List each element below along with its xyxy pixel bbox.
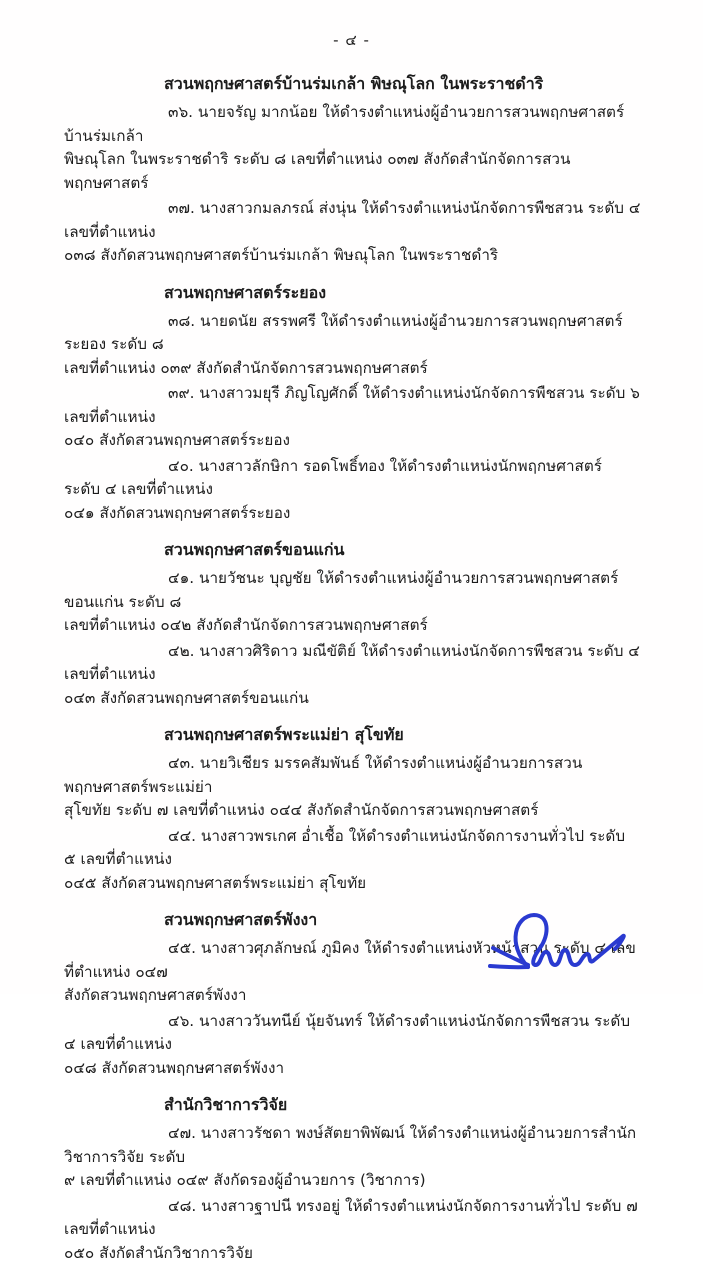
section-heading: สวนพฤกษศาสตร์พังงา <box>164 908 641 931</box>
appointment-item <box>64 197 641 268</box>
appointment-item-line: ๐๔๕ สังกัดสวนพฤกษศาสตร์พระแม่ย่า สุโขทัย <box>64 872 641 896</box>
section <box>64 72 641 268</box>
appointment-item <box>64 455 641 526</box>
appointment-item-line: ๓๘. นายดนัย สรรพศรี ให้ดำรงตำแหน่งผู้อำนวยการสวนพฤกษศาสตร์ระยอง ระดับ ๘ <box>64 310 641 357</box>
appointment-item <box>64 101 641 195</box>
document-content <box>64 72 641 1265</box>
appointment-item-line: ๔๑. นายวัชนะ บุญชัย ให้ดำรงตำแหน่งผู้อำนวยการสวนพฤกษศาสตร์ขอนแก่น ระดับ ๘ <box>64 567 641 614</box>
appointment-item-line: ๔๖. นางสาววันทนีย์ นุ้ยจันทร์ ให้ดำรงตำแหน่งนักจัดการพืชสวน ระดับ ๔ เลขที่ตำแหน่ง <box>64 1010 641 1057</box>
signature-icon <box>487 908 643 984</box>
appointment-item-line: ๔๐. นางสาวลักษิกา รอดโพธิ์ทอง ให้ดำรงตำแหน่งนักพฤกษศาสตร์ ระดับ ๔ เลขที่ตำแหน่ง <box>64 455 641 502</box>
appointment-item <box>64 825 641 896</box>
appointment-item-line: สุโขทัย ระดับ ๗ เลขที่ตำแหน่ง ๐๔๔ สังกัดสำนักจัดการสวนพฤกษศาสตร์ <box>64 799 641 823</box>
appointment-item-line: ๐๔๓ สังกัดสวนพฤกษศาสตร์ขอนแก่น <box>64 687 641 711</box>
appointment-item-line: ๓๗. นางสาวกมลภรณ์ ส่งนุ่น ให้ดำรงตำแหน่งนักจัดการพืชสวน ระดับ ๔ เลขที่ตำแหน่ง <box>64 197 641 244</box>
appointment-item <box>64 1195 641 1265</box>
appointment-item-line: พิษณุโลก ในพระราชดำริ ระดับ ๘ เลขที่ตำแหน่ง ๐๓๗ สังกัดสำนักจัดการสวนพฤกษศาสตร์ <box>64 148 641 195</box>
appointment-item-line: ๐๔๐ สังกัดสวนพฤกษศาสตร์ระยอง <box>64 429 641 453</box>
section-heading: สวนพฤกษศาสตร์ระยอง <box>164 281 641 304</box>
appointment-item-line: ๔๓. นายวิเชียร มรรคสัมพันธ์ ให้ดำรงตำแหน่งผู้อำนวยการสวนพฤกษศาสตร์พระแม่ย่า <box>64 752 641 799</box>
appointment-item-line: เลขที่ตำแหน่ง ๐๓๙ สังกัดสำนักจัดการสวนพฤกษศาสตร์ <box>64 357 641 381</box>
appointment-item-line: ๓๙. นางสาวมยุรี ภิญโญศักดิ์ ให้ดำรงตำแหน่งนักจัดการพืชสวน ระดับ ๖ เลขที่ตำแหน่ง <box>64 382 641 429</box>
appointment-item <box>64 1010 641 1081</box>
appointment-item <box>64 1122 641 1193</box>
section-heading: สวนพฤกษศาสตร์พระแม่ย่า สุโขทัย <box>164 723 641 746</box>
appointment-item-line: ๐๓๘ สังกัดสวนพฤกษศาสตร์บ้านร่มเกล้า พิษณุโลก ในพระราชดำริ <box>64 244 641 268</box>
section <box>64 1093 641 1265</box>
section-heading: สำนักวิชาการวิจัย <box>164 1093 641 1116</box>
section <box>64 538 641 710</box>
appointment-item-line: สังกัดสวนพฤกษศาสตร์พังงา <box>64 984 641 1008</box>
appointment-item <box>64 567 641 638</box>
appointment-item-line: ๔๕. นางสาวศุภลักษณ์ ภูมิคง ให้ดำรงตำแหน่งหัวหน้าสวน ระดับ ๔ เลขที่ตำแหน่ง ๐๔๗ <box>64 937 641 984</box>
page-number: - ๔ - <box>0 0 703 52</box>
appointment-item-line: ๔๔. นางสาวพรเกศ อ่ำเชื้อ ให้ดำรงตำแหน่งนักจัดการงานทั่วไป ระดับ ๕ เลขที่ตำแหน่ง <box>64 825 641 872</box>
appointment-item-line: เลขที่ตำแหน่ง ๐๔๒ สังกัดสำนักจัดการสวนพฤกษศาสตร์ <box>64 614 641 638</box>
appointment-item-line: ๔๘. นางสาวฐาปนี ทรงอยู่ ให้ดำรงตำแหน่งนักจัดการงานทั่วไป ระดับ ๗ เลขที่ตำแหน่ง <box>64 1195 641 1242</box>
appointment-item <box>64 382 641 453</box>
section-heading: สวนพฤกษศาสตร์บ้านร่มเกล้า พิษณุโลก ในพระราชดำริ <box>164 72 641 95</box>
appointment-item-line: ๓๖. นายจรัญ มากน้อย ให้ดำรงตำแหน่งผู้อำนวยการสวนพฤกษศาสตร์บ้านร่มเกล้า <box>64 101 641 148</box>
appointment-item-line: ๐๔๑ สังกัดสวนพฤกษศาสตร์ระยอง <box>64 502 641 526</box>
appointment-item-line: ๐๕๐ สังกัดสำนักวิชาการวิจัย <box>64 1242 641 1265</box>
section <box>64 723 641 895</box>
appointment-item-line: ๐๔๘ สังกัดสวนพฤกษศาสตร์พังงา <box>64 1057 641 1081</box>
appointment-item-line: ๔๒. นางสาวศิริดาว มณีขัติย์ ให้ดำรงตำแหน่งนักจัดการพืชสวน ระดับ ๔ เลขที่ตำแหน่ง <box>64 640 641 687</box>
appointment-item <box>64 752 641 823</box>
section <box>64 281 641 526</box>
handwritten-signature <box>487 908 643 984</box>
appointment-item <box>64 310 641 381</box>
appointment-item <box>64 640 641 711</box>
section-heading: สวนพฤกษศาสตร์ขอนแก่น <box>164 538 641 561</box>
appointment-item-line: ๙ เลขที่ตำแหน่ง ๐๔๙ สังกัดรองผู้อำนวยการ (วิชาการ) <box>64 1169 641 1193</box>
appointment-item-line: ๔๗. นางสาวรัชดา พงษ์สัตยาพิพัฒน์ ให้ดำรงตำแหน่งผู้อำนวยการสำนักวิชาการวิจัย ระดับ <box>64 1122 641 1169</box>
